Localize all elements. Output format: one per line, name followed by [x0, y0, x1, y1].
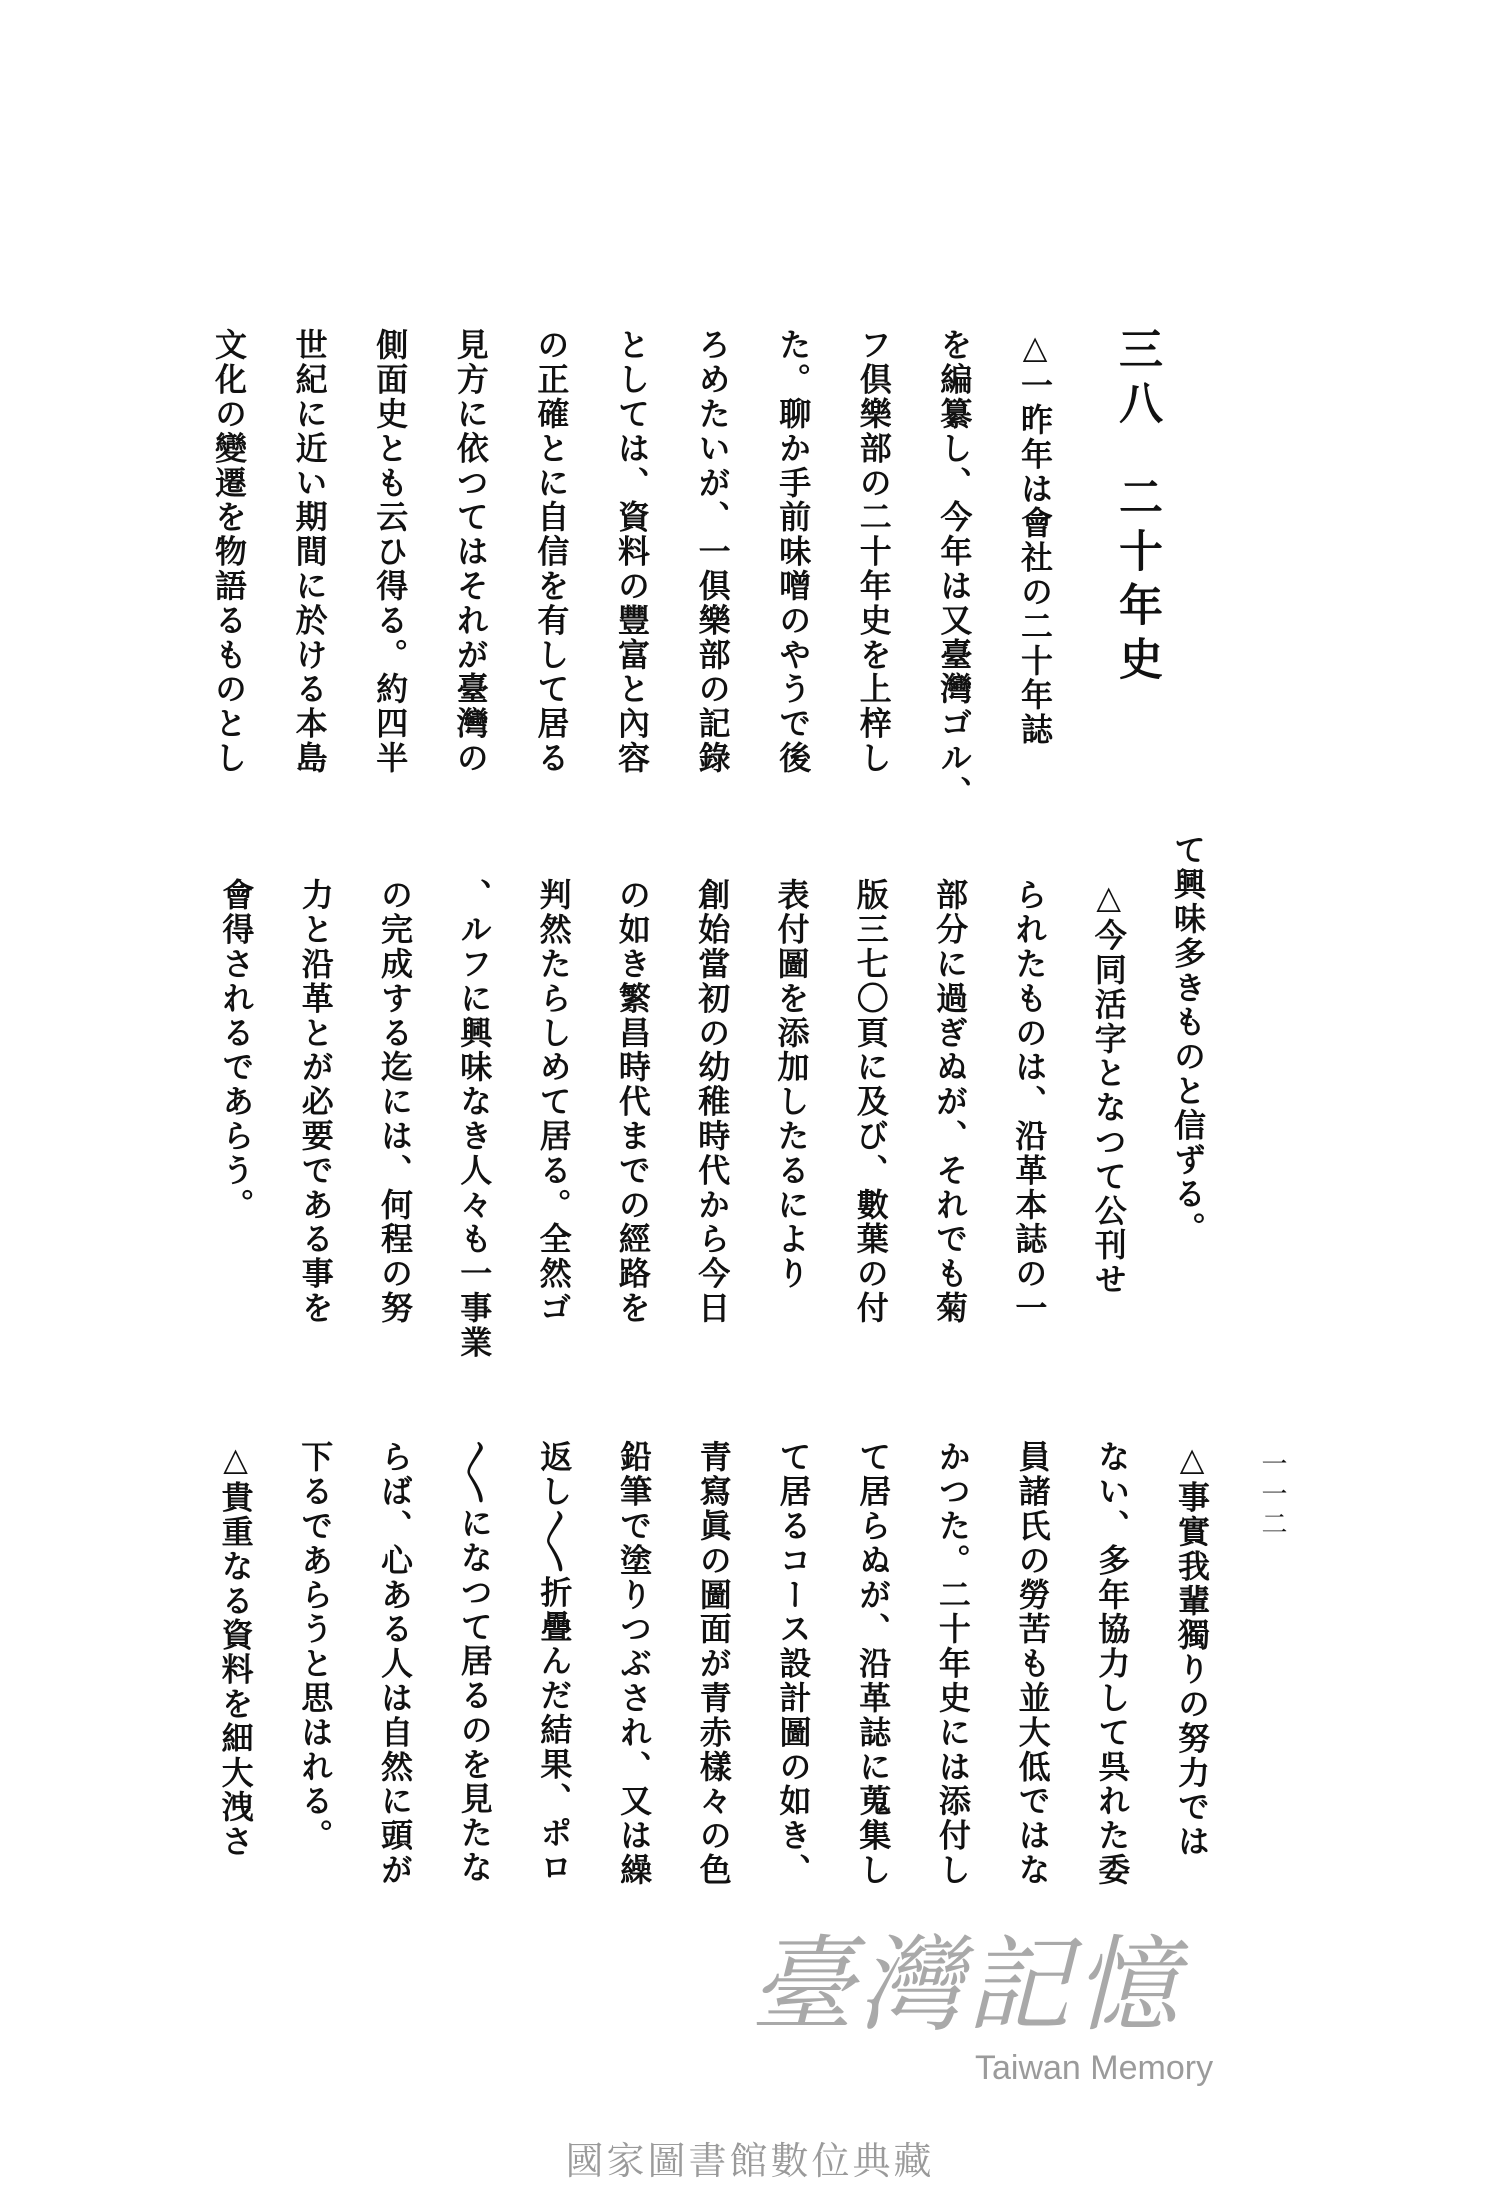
text-column: 、ルフに興味なき人々も一事業: [455, 878, 494, 1360]
text-column: 青寫眞の圖面が青赤樣々の色: [694, 1440, 733, 1888]
text-column: て興味多きものと信ずる。: [1169, 833, 1207, 1246]
taiwan-memory-watermark: [750, 1924, 1220, 2100]
text-column: かつた。二十年史には添付し: [933, 1440, 972, 1888]
text-column: の完成する迄には、何程の努: [376, 878, 414, 1326]
text-column: 返し〱折疊んだ結果、ポロ: [535, 1440, 574, 1885]
section-title: [1112, 326, 1160, 690]
text-column: の正確とに自信を有して居る: [532, 328, 571, 776]
text-column: 創始當初の幼稚時代から今日: [693, 878, 732, 1326]
text-column: 員諸氏の勞苦も並大低ではな: [1013, 1440, 1052, 1888]
text-column: 文化の變遷を物語るものとし: [210, 328, 248, 776]
text-column: た。聊か手前味噌のやうで後: [774, 328, 813, 776]
text-column: △一昨年は會社の二十年誌: [1016, 328, 1054, 747]
text-column: △貴重なる資料を細大洩さ: [216, 1440, 255, 1859]
text-column: 部分に過ぎぬが、それでも菊: [931, 878, 970, 1326]
text-column: 世紀に近い期間に於ける本島: [290, 328, 329, 776]
text-column: 版三七〇頁に及び、數葉の付: [851, 878, 890, 1326]
text-column: て居らぬが、沿革誌に蒐集し: [854, 1440, 893, 1888]
text-column: ろめたいが、一倶樂部の記錄: [693, 328, 732, 776]
section-number: 三八: [1111, 326, 1162, 434]
text-column: としては、資料の豐富と內容: [613, 328, 651, 776]
text-column: 下るであらうと思はれる。: [296, 1440, 335, 1853]
text-column: 〱になつて居るのを見たな: [455, 1440, 494, 1885]
watermark-subtitle: Taiwan Memory: [975, 2049, 1214, 2087]
text-column: 表付圖を添加したるにより: [772, 878, 811, 1291]
text-column: を編纂し、今年は又臺灣ゴル、: [935, 328, 974, 810]
text-column: 側面史とも云ひ得る。約四半: [371, 328, 410, 776]
text-column: て居るコース設計圖の如き、: [774, 1440, 813, 1888]
text-column: 鉛筆で塗りつぶされ、又は繰: [615, 1440, 654, 1888]
text-column: 會得されるであらう。: [217, 878, 256, 1222]
text-column: らば、心ある人は自然に頭が: [376, 1440, 414, 1888]
text-column: 力と沿革とが必要である事を: [296, 878, 335, 1326]
text-column: △今同活字となつて公刊せ: [1089, 878, 1128, 1297]
text-column: 判然たらしめて居る。全然ゴ: [534, 878, 573, 1326]
footer-source: 國家圖書館數位典藏: [565, 2139, 935, 2183]
text-column: の如き繁昌時代までの經路を: [613, 878, 652, 1326]
text-column: られたものは、沿革本誌の一: [1010, 878, 1049, 1326]
text-column: ない、多年協力して呉れた委: [1093, 1440, 1132, 1888]
watermark-logo-text: 臺灣記憶: [750, 1924, 1183, 2046]
page-number: 一一二: [1257, 1450, 1287, 1540]
text-column: 見方に依つてはそれが臺灣の: [451, 328, 490, 776]
section-title-text: 二十年史: [1111, 474, 1162, 690]
text-column: フ倶樂部の二十年史を上梓し: [854, 328, 893, 776]
text-column: △事實我輩獨りの努力では: [1173, 1440, 1211, 1859]
